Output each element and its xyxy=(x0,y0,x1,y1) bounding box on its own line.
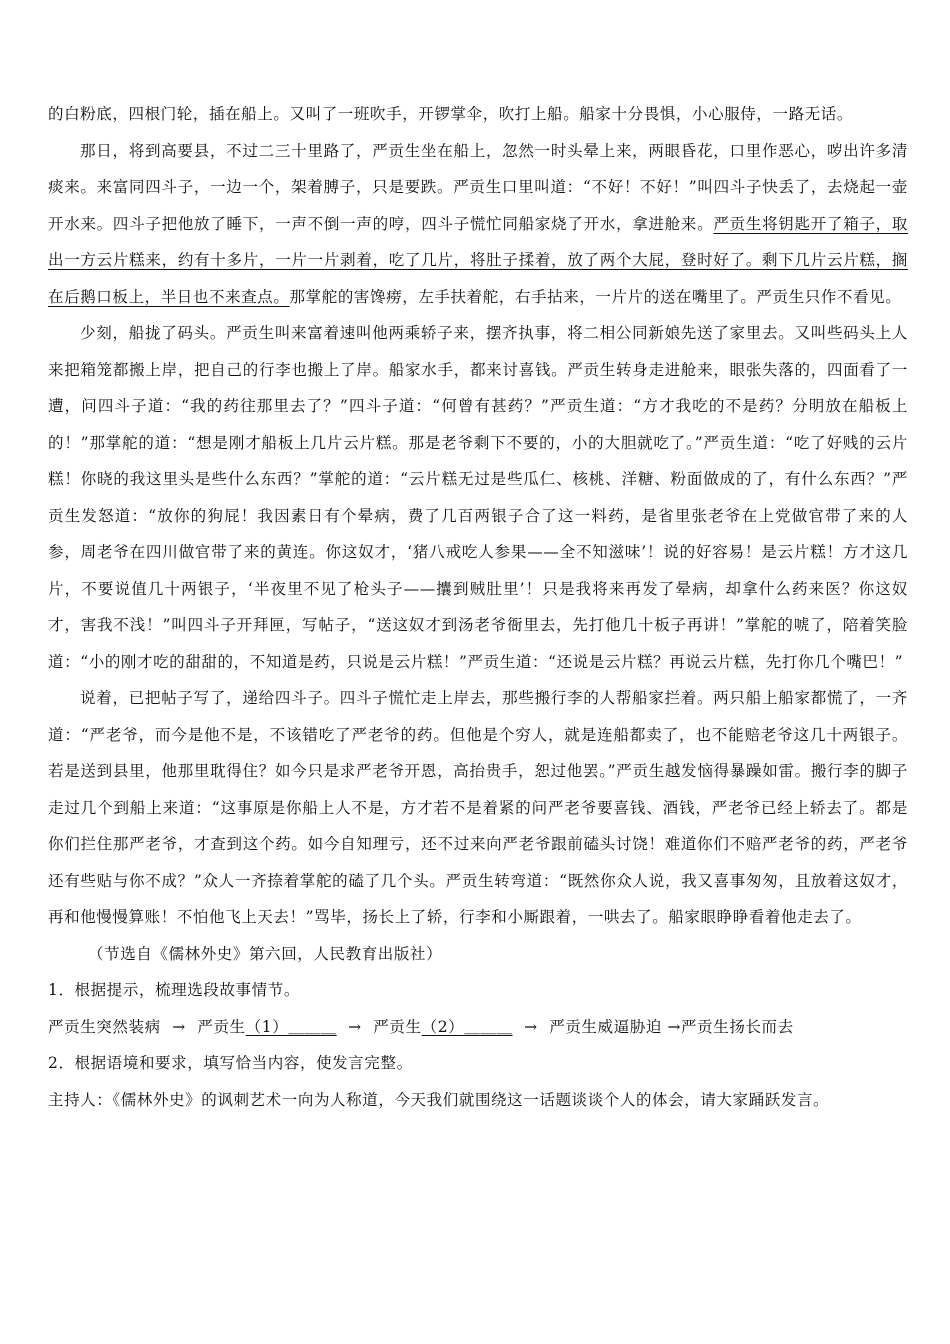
arrow-icon: → xyxy=(172,1017,186,1036)
passage-paragraph-1 xyxy=(48,133,908,316)
plot-flow xyxy=(48,1009,908,1046)
flow-step-2-prefix: 严贡生 xyxy=(197,1017,246,1036)
answer-blank-1[interactable]: （1）＿＿＿ xyxy=(245,1017,337,1036)
underlined-sentence: 严贡生将钥匙开了箱子，取出一方云片糕来，约有十多片，一片一片剥着，吃了几片，将肚子揉着，放了两个大屁，登时好了。剩下几片云片糕，搁在后鹅口板上，半日也不来查点。 xyxy=(48,214,909,306)
passage-paragraph-2: 少刻，船拢了码头。严贡生叫来富着速叫他两乘轿子来，摆齐执事，将二相公同新娘先送了家里去。又叫些码头上人来把箱笼都搬上岸，把自己的行李也搬上了岸。船家水手，都来讨喜钱。严贡生转身走进舱来，眼张失落的，四面看了一遭，问四斗子道：“我的药往那里去了？”四斗子道：“何曾有甚药？”严贡生道：“方才我吃的不是药？分明放在船板上的！”那掌舵的道：“想是刚才船板上几片云片糕。那是老爷剩下不要的，小的大胆就吃了。”严贡生道：“吃了好贱的云片糕！你晓的我这里头是些什么东西？”掌舵的道：“云片糕无过是些瓜仁、核桃、洋糖、粉面做成的了，有什么东西？”严贡生发怒道：“放你的狗屁！我因素日有个晕病，费了几百两银子合了这一料药，是省里张老爷在上党做官带了来的人参，周老爷在四川做官带了来的黄连。你这奴才，‘猪八戒吃人参果——全不知滋味’！说的好容易！是云片糕！方才这几片，不要说值几十两银子，‘半夜里不见了枪头子——攮到贼肚里’！只是我将来再发了晕病，却拿什么药来医？你这奴才，害我不浅！”叫四斗子开拜匣，写帖子，“送这奴才到汤老爷衙里去，先打他几十板子再讲！”掌舵的唬了，陪着笑脸道：“小的刚才吃的甜甜的，不知道是药，只说是云片糕！”严贡生道：“还说是云片糕？再说云片糕，先打你几个嘴巴！” xyxy=(48,324,908,671)
question-1-title: 1．根据提示，梳理选段故事情节。 xyxy=(48,981,300,999)
arrow-icon: → xyxy=(348,1017,362,1036)
host-line: 主持人：《儒林外史》的讽刺艺术一向为人称道，今天我们就围绕这一话题谈谈个人的体会，请大家踊跃发言。 xyxy=(48,1090,830,1109)
question-2-title: 2．根据语境和要求，填写恰当内容，使发言完整。 xyxy=(48,1054,413,1072)
answer-blank-2[interactable]: （2）＿＿＿ xyxy=(421,1017,513,1036)
document-page xyxy=(48,96,908,1118)
arrow-icon: → xyxy=(524,1017,538,1036)
flow-step-3-prefix: 严贡生 xyxy=(373,1017,422,1036)
paragraph-1-text-after: 那掌舵的害馋痨，左手扶着舵，右手拈来，一片片的送在嘴里了。严贡生只作不看见。 xyxy=(289,287,902,306)
paragraph-1-text-before: 那日，将到高要县，不过二三十里路了，严贡生坐在船上，忽然一时头晕上来，两眼昏花，口里作恶心，哕出许多清痰来。来富同四斗子，一边一个，架着膊子，只是要跌。严贡生口里叫道：“不好！不好！”叫四斗子快丢了，去烧起一壶开水来。四斗子把他放了睡下，一声不倒一声的哼，四斗子慌忙同船家烧了开水，拿进舱来。 xyxy=(48,141,908,233)
flow-step-5: →严贡生扬长而去 xyxy=(667,1017,794,1036)
passage-paragraph-0: 的白粉底，四根门轮，插在船上。又叫了一班吹手，开锣掌伞，吹打上船。船家十分畏惧，小心服侍，一路无话。 xyxy=(48,105,854,123)
source-citation: （节选自《儒林外史》第六回，人民教育出版社） xyxy=(88,944,443,963)
passage-paragraph-3: 说着，已把帖子写了，递给四斗子。四斗子慌忙走上岸去，那些搬行李的人帮船家拦着。两只船上船家都慌了，一齐道：“严老爷，而今是他不是，不该错吃了严老爷的药。但他是个穷人，就是连船都卖了，也不能赔老爷这几十两银子。若是送到县里，他那里耽得住？如今只是求严老爷开恩，高抬贵手，恕过他罢。”严贡生越发恼得暴躁如雷。搬行李的脚子走过几个到船上来道：“这事原是你船上人不是，方才若不是着紧的问严老爷要喜钱、酒钱，严老爷已经上轿去了。都是你们拦住那严老爷，才查到这个药。如今自知理亏，还不过来向严老爷跟前磕头讨饶！难道你们不赔严老爷的药，严老爷还有些贴与你不成？”众人一齐捺着掌舵的磕了几个头。严贡生转弯道：“既然你众人说，我又喜事匆匆，且放着这奴才，再和他慢慢算账！不怕他飞上天去！”骂毕，扬长上了轿，行李和小厮跟着，一哄去了。船家眼睁睁看着他走去了。 xyxy=(48,689,908,926)
flow-step-1: 严贡生突然装病 xyxy=(48,1017,161,1036)
flow-step-4: 严贡生威逼胁迫 xyxy=(549,1017,662,1036)
